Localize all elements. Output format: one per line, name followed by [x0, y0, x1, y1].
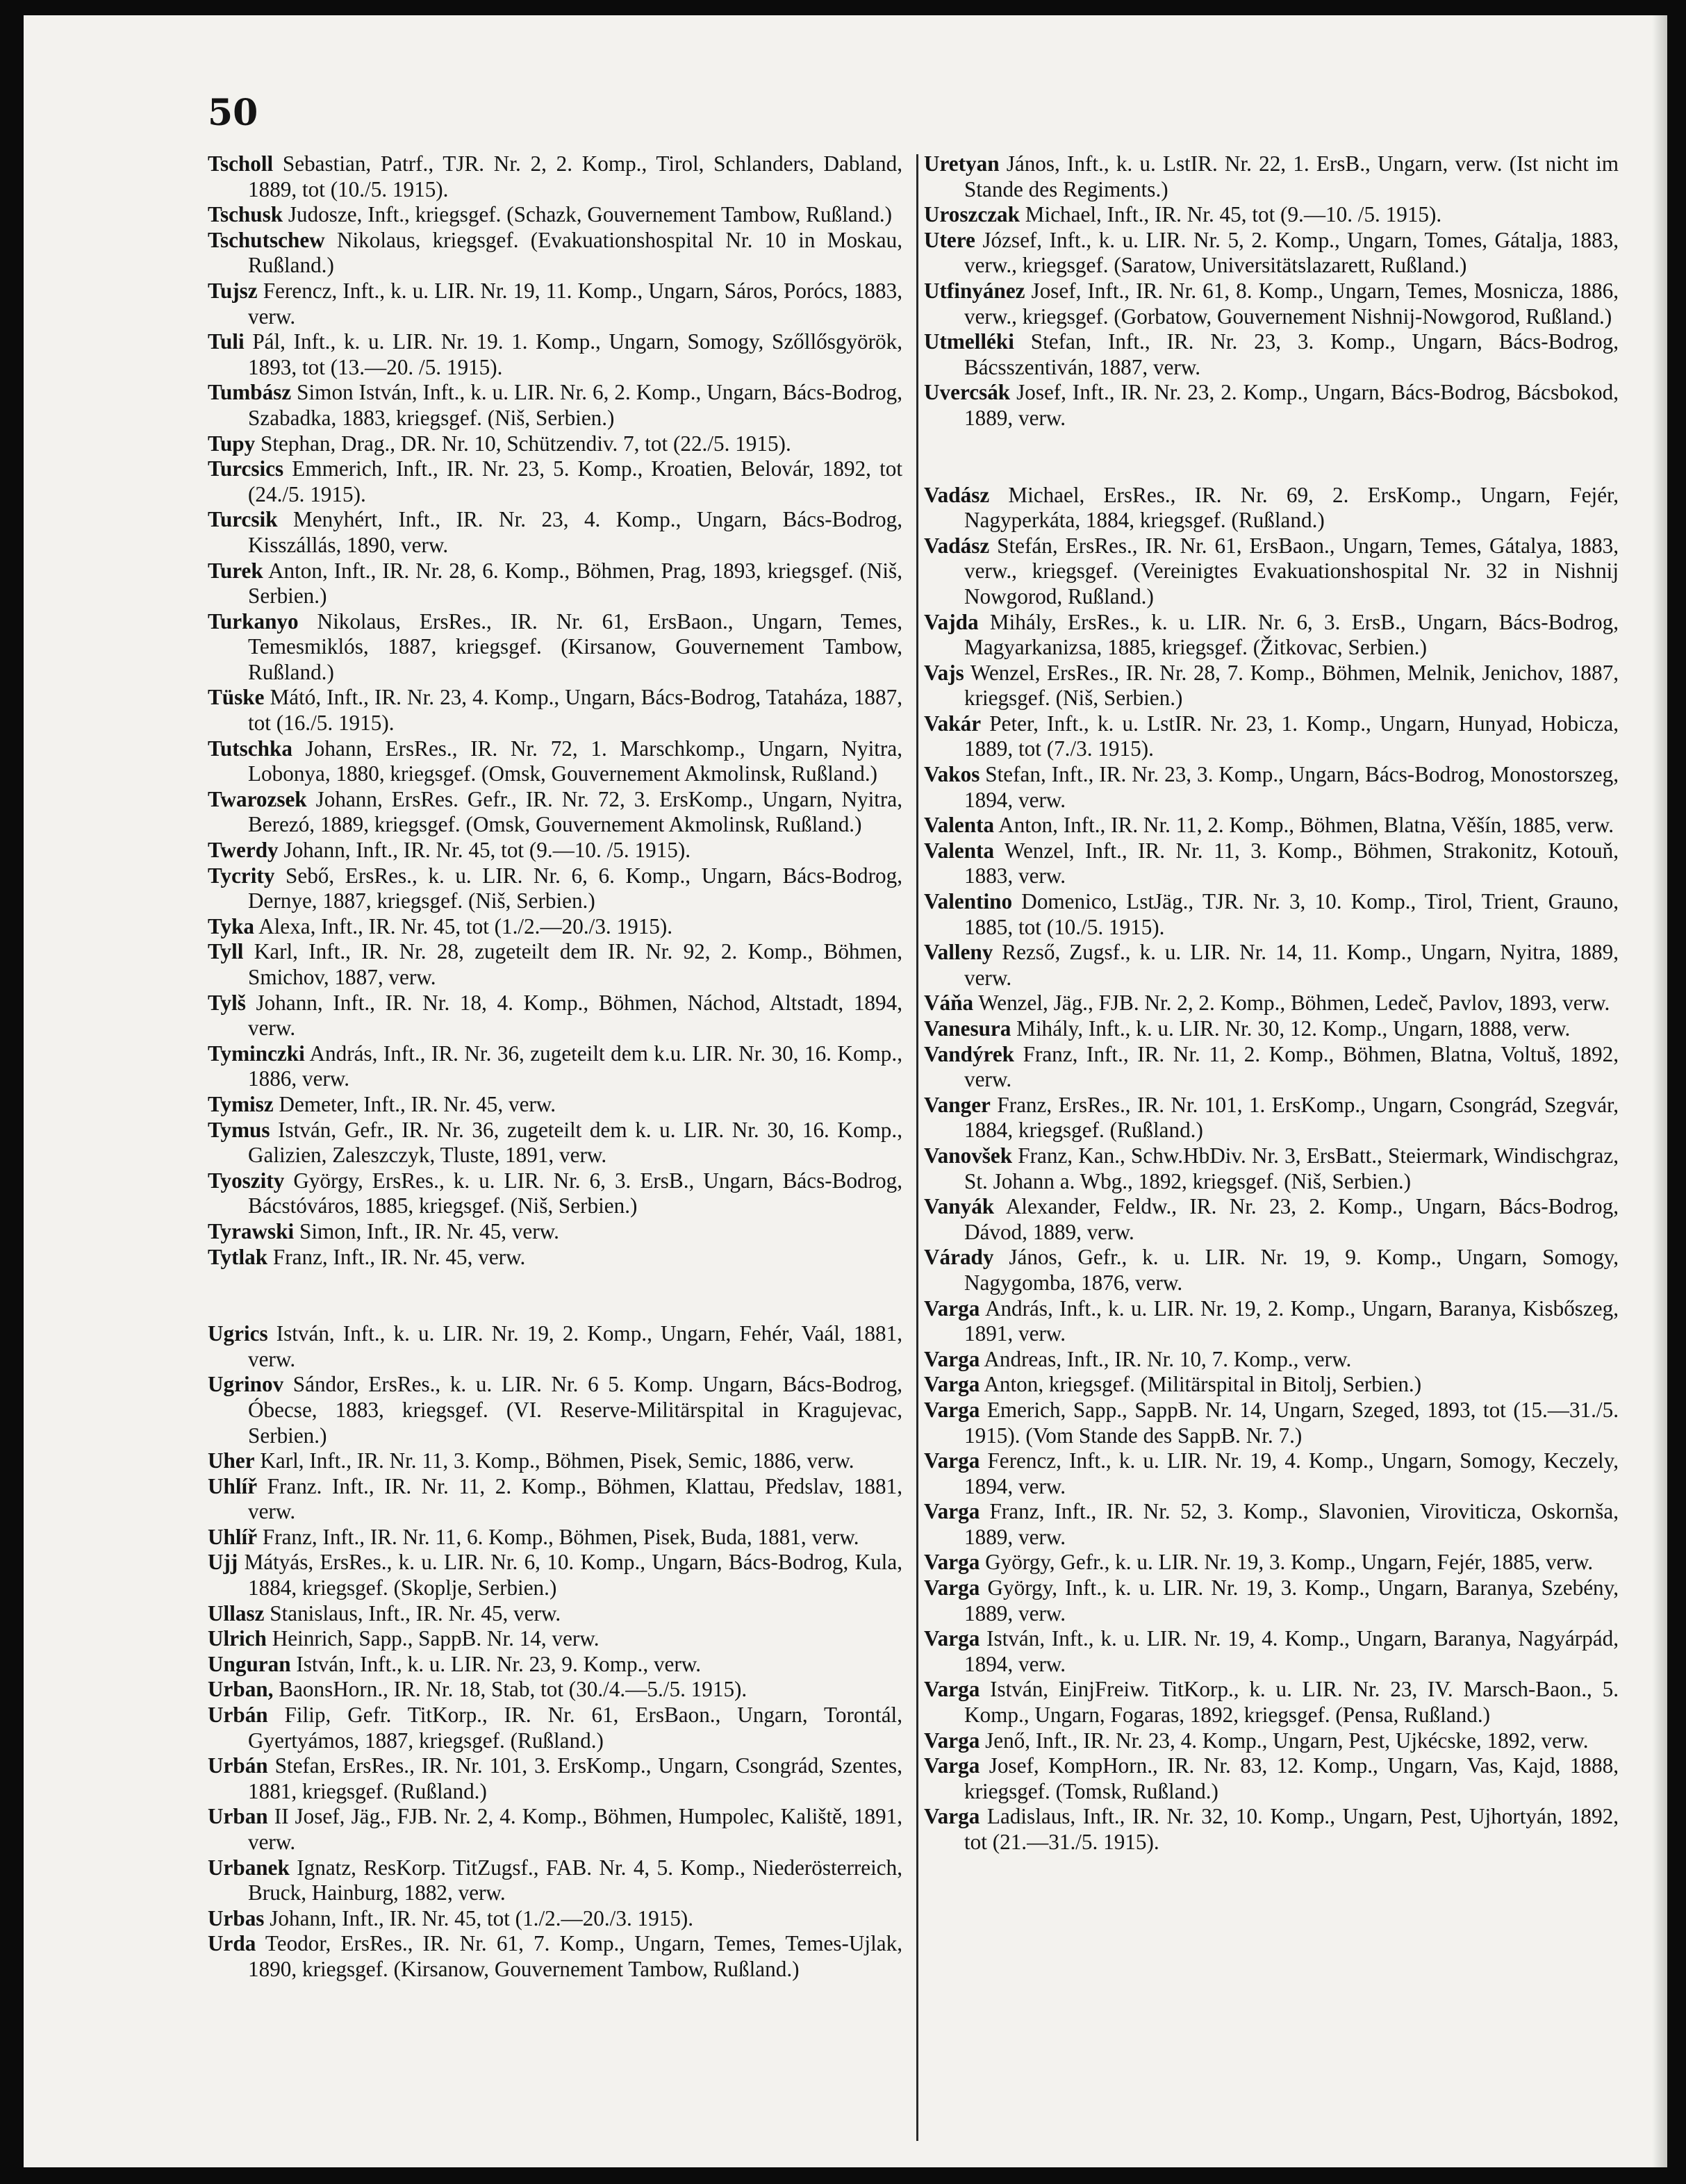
casualty-entry — [924, 1143, 1619, 1194]
entry-details: János, Inft., k. u. LstIR. Nr. 22, 1. ErsB., Ungarn, verw. (Ist nicht im Stande des Regiments.) — [964, 151, 1619, 201]
entry-details: Judosze, Inft., kriegsgef. (Schazk, Gouvernement Tambow, Rußland.) — [283, 202, 892, 227]
casualty-entry — [208, 1652, 902, 1678]
surname: Turek — [208, 558, 263, 583]
surname: Varga — [924, 1550, 980, 1575]
entry-details: BaonsHorn., IR. Nr. 18, Stab, tot (30./4.—5./5. 1915). — [273, 1677, 747, 1702]
casualty-entry — [208, 1245, 902, 1271]
entry-details: Ferencz, Inft., k. u. LIR. Nr. 19, 11. Komp., Ungarn, Sáros, Porócs, 1883, verw. — [248, 278, 902, 329]
entry-details: Johann, ErsRes. Gefr., IR. Nr. 72, 3. ErsKomp., Ungarn, Nyitra, Berezó, 1889, kriegsgef. (Omsk, Gouvernement Akmolinsk, Rußland.) — [248, 786, 902, 837]
surname: Twerdy — [208, 838, 279, 863]
casualty-entry — [208, 559, 902, 609]
surname: Varga — [924, 1296, 980, 1321]
entry-details: György, ErsRes., k. u. LIR. Nr. 6, 3. ErsB., Ungarn, Bács-Bodrog, Bácstóváros, 1885, kriegsgef. (Niš, Serbien.) — [248, 1168, 902, 1218]
casualty-entry — [924, 380, 1619, 431]
entry-details: András, Inft., k. u. LIR. Nr. 19, 2. Komp., Ungarn, Baranya, Kisbőszeg, 1891, verw. — [964, 1296, 1619, 1346]
surname: Varga — [924, 1499, 980, 1524]
casualty-entry — [924, 279, 1619, 329]
surname: Turcsics — [208, 456, 284, 481]
casualty-entry — [924, 1753, 1619, 1804]
surname: Varga — [924, 1397, 980, 1422]
casualty-entry — [208, 914, 902, 940]
casualty-entry — [208, 1703, 902, 1753]
entry-details: Johann, Inft., IR. Nr. 45, tot (1./2.—20./3. 1915). — [264, 1905, 694, 1930]
surname: Urban — [208, 1804, 268, 1829]
page-edge-shadow — [1652, 15, 1667, 2167]
casualty-entry — [208, 1219, 902, 1245]
surname: Valenta — [924, 838, 995, 863]
entry-details: Alexa, Inft., IR. Nr. 45, tot (1./2.—20./3. 1915). — [254, 913, 673, 938]
surname: Uhlíř — [208, 1473, 258, 1498]
entry-details: György, Gefr., k. u. LIR. Nr. 19, 3. Komp., Ungarn, Fejér, 1885, verw. — [980, 1550, 1594, 1575]
casualty-entry — [208, 456, 902, 507]
entry-details: András, Inft., IR. Nr. 36, zugeteilt dem k.u. LIR. Nr. 30, 16. Komp., 1886, verw. — [248, 1041, 902, 1091]
surname: Varga — [924, 1448, 980, 1473]
entry-details: Pál, Inft., k. u. LIR. Nr. 19. 1. Komp., Ungarn, Somogy, Szőllősgyörök, 1893, tot (13.—20. /5. 1915). — [244, 329, 902, 379]
entry-details: Menyhért, Inft., IR. Nr. 23, 4. Komp., Ungarn, Bács-Bodrog, Kisszállás, 1890, verw. — [248, 507, 902, 557]
surname: Tyll — [208, 939, 244, 964]
document-page — [24, 15, 1667, 2167]
entry-details: Franz. Inft., IR. Nr. 11, 2. Komp., Böhmen, Klattau, Předslav, 1881, verw. — [248, 1473, 902, 1524]
surname: Tyka — [208, 913, 255, 938]
surname: Vanesura — [924, 1016, 1011, 1041]
casualty-entry — [208, 1118, 902, 1168]
entry-details: Mátyás, ErsRes., k. u. LIR. Nr. 6, 10. Komp., Ungarn, Bács-Bodrog, Kula, 1884, kriegsgef. (Skoplje, Serbien.) — [238, 1550, 902, 1600]
entry-details: Emmerich, Inft., IR. Nr. 23, 5. Komp., Kroatien, Belovár, 1892, tot (24./5. 1915). — [248, 456, 902, 506]
casualty-entry — [924, 838, 1619, 889]
surname: Tujsz — [208, 278, 258, 303]
casualty-entry — [208, 1931, 902, 1982]
casualty-entry — [208, 228, 902, 279]
entry-details: Andreas, Inft., IR. Nr. 10, 7. Komp., verw. — [980, 1346, 1352, 1371]
casualty-entry — [208, 1550, 902, 1600]
surname: Unguran — [208, 1651, 291, 1676]
section-gap — [924, 431, 1619, 483]
casualty-entry — [924, 1804, 1619, 1855]
casualty-entry — [924, 1372, 1619, 1398]
surname: Twarozsek — [208, 786, 307, 811]
entry-details: Sándor, ErsRes., k. u. LIR. Nr. 6 5. Komp. Ungarn, Bács-Bodrog, Óbecse, 1883, kriegsgef. (VI. Reserve-Militärspital in Kragujevac, Serbien.) — [248, 1372, 902, 1448]
casualty-entry — [208, 1601, 902, 1627]
entry-details: Franz, Inft., IR. Nr. 11, 6. Komp., Böhmen, Pisek, Buda, 1881, verw. — [257, 1524, 859, 1549]
entry-details: Wenzel, ErsRes., IR. Nr. 28, 7. Komp., Böhmen, Melnik, Jenichov, 1887, kriegsgef. (Niš, Serbien.) — [964, 660, 1619, 711]
surname: Tyminczki — [208, 1041, 305, 1066]
column-divider — [916, 154, 918, 2141]
entry-details: Johann, ErsRes., IR. Nr. 72, 1. Marschkomp., Ungarn, Nyitra, Lobonya, 1880, kriegsgef. (Omsk, Gouvernement Akmolinsk, Rußland.) — [248, 736, 902, 786]
surname: Tschutschew — [208, 227, 325, 252]
surname: Tyrawski — [208, 1218, 295, 1243]
surname: Tylš — [208, 990, 246, 1015]
entry-details: Mihály, Inft., k. u. LIR. Nr. 30, 12. Komp., Ungarn, 1888, verw. — [1011, 1016, 1571, 1041]
casualty-entry — [924, 1575, 1619, 1626]
surname: Tycrity — [208, 863, 275, 888]
casualty-entry — [924, 1499, 1619, 1550]
casualty-entry — [924, 1245, 1619, 1296]
casualty-entry — [208, 736, 902, 787]
surname: Varga — [924, 1677, 980, 1702]
surname: Turcsik — [208, 507, 278, 532]
casualty-entry — [208, 202, 902, 228]
casualty-entry — [208, 1041, 902, 1092]
entry-details: Franz, Inft., IR. Nr. 11, 2. Komp., Böhmen, Blatna, Voltuš, 1892, verw. — [964, 1041, 1619, 1092]
entry-details: Jenő, Inft., IR. Nr. 23, 4. Komp., Ungarn, Pest, Ujkécske, 1892, verw. — [980, 1728, 1589, 1753]
surname: Urda — [208, 1931, 256, 1956]
casualty-entry — [924, 1626, 1619, 1677]
casualty-entry — [208, 279, 902, 329]
entry-details: Franz, Kan., Schw.HbDiv. Nr. 3, ErsBatt., Steiermark, Windischgraz, St. Johann a. Wbg., 1892, kriegsgef. (Niš, Serbien.) — [964, 1143, 1619, 1193]
casualty-entry — [924, 202, 1619, 228]
surname: Ujj — [208, 1550, 238, 1575]
entry-details: Franz, ErsRes., IR. Nr. 101, 1. ErsKomp., Ungarn, Csongrád, Szegvár, 1884, kriegsgef. (Rußland.) — [964, 1092, 1619, 1143]
entry-details: II Josef, Jäg., FJB. Nr. 2, 4. Komp., Böhmen, Humpolec, Kaliště, 1891, verw. — [248, 1804, 902, 1854]
entry-details: Stefán, ErsRes., IR. Nr. 61, ErsBaon., Ungarn, Temes, Gátalya, 1883, verw., kriegsgef. (Vereinigtes Evakuationshospital Nr. 32 in Nishnij Nowgorod, Rußland.) — [964, 533, 1619, 609]
casualty-entry — [208, 1092, 902, 1118]
entry-details: Stefan, ErsRes., IR. Nr. 101, 3. ErsKomp., Ungarn, Csongrád, Szentes, 1881, kriegsgef. (Rußland.) — [248, 1753, 902, 1803]
entry-details: József, Inft., k. u. LIR. Nr. 5, 2. Komp., Ungarn, Tomes, Gátalja, 1883, verw., kriegsgef. (Saratow, Universitätslazarett, Rußland.) — [964, 227, 1619, 278]
casualty-entry — [208, 1168, 902, 1219]
surname: Varga — [924, 1728, 980, 1753]
surname: Utmelléki — [924, 329, 1014, 354]
casualty-entry — [924, 1677, 1619, 1728]
entry-details: István, Inft., k. u. LIR. Nr. 23, 9. Komp., verw. — [290, 1651, 702, 1676]
entry-details: Rezső, Zugsf., k. u. LIR. Nr. 14, 11. Komp., Ungarn, Nyitra, 1889, verw. — [964, 940, 1619, 990]
casualty-entry — [208, 991, 902, 1041]
surname: Varga — [924, 1626, 980, 1651]
entry-details: Stefan, Inft., IR. Nr. 23, 3. Komp., Ungarn, Bács-Bodrog, Bácsszentiván, 1887, verw. — [964, 329, 1619, 379]
casualty-entry — [208, 1474, 902, 1525]
entry-details: István, Inft., k. u. LIR. Nr. 19, 2. Komp., Ungarn, Fehér, Vaál, 1881, verw. — [248, 1321, 902, 1371]
casualty-entry — [208, 1626, 902, 1652]
surname: Vakár — [924, 711, 982, 736]
entry-details: Demeter, Inft., IR. Nr. 45, verw. — [273, 1091, 556, 1116]
entry-details: Johann, Inft., IR. Nr. 45, tot (9.—10. /5. 1915). — [278, 838, 691, 863]
surname: Turkanyo — [208, 609, 299, 634]
casualty-entry — [924, 1194, 1619, 1245]
entry-details: Stanislaus, Inft., IR. Nr. 45, verw. — [264, 1600, 561, 1625]
surname: Tuli — [208, 329, 245, 354]
casualty-entry — [208, 685, 902, 736]
casualty-entry — [924, 329, 1619, 380]
entry-details: Anton, Inft., IR. Nr. 11, 2. Komp., Böhmen, Blatna, Věšín, 1885, verw. — [994, 813, 1614, 838]
entry-details: Mihály, ErsRes., k. u. LIR. Nr. 6, 3. ErsB., Ungarn, Bács-Bodrog, Magyarkanizsa, 1885, kriegsgef. (Žitkovac, Serbien.) — [964, 609, 1619, 660]
surname: Vakos — [924, 762, 980, 787]
casualty-entry — [924, 533, 1619, 610]
entry-details: Stefan, Inft., IR. Nr. 23, 3. Komp., Ungarn, Bács-Bodrog, Monostorszeg, 1894, verw. — [964, 762, 1619, 812]
section-gap — [208, 1270, 902, 1321]
surname: Vanyák — [924, 1194, 995, 1219]
surname: Ulrich — [208, 1626, 267, 1651]
casualty-entry — [924, 1296, 1619, 1347]
entry-details: Wenzel, Jäg., FJB. Nr. 2, 2. Komp., Böhmen, Ledeč, Pavlov, 1893, verw. — [973, 991, 1610, 1016]
casualty-entry — [924, 1016, 1619, 1042]
surname: Váňa — [924, 991, 974, 1016]
surname: Tschusk — [208, 202, 283, 227]
entry-details: Franz, Inft., IR. Nr. 45, verw. — [267, 1244, 526, 1269]
entry-details: Franz, Inft., IR. Nr. 52, 3. Komp., Slavonien, Viroviticza, Oskornša, 1889, verw. — [964, 1499, 1619, 1549]
casualty-entry — [208, 1448, 902, 1474]
surname: Tutschka — [208, 736, 292, 761]
entry-details: Mátó, Inft., IR. Nr. 23, 4. Komp., Ungarn, Bács-Bodrog, Tataháza, 1887, tot (16./5. 1915). — [248, 685, 902, 736]
surname: Uvercsák — [924, 380, 1011, 405]
casualty-entry — [208, 380, 902, 431]
entry-details: Teodor, ErsRes., IR. Nr. 61, 7. Komp., Ungarn, Temes, Temes-Ujlak, 1890, kriegsgef. (Kirsanow, Gouvernement Tambow, Rußland.) — [248, 1931, 902, 1981]
casualty-entry — [208, 1906, 902, 1932]
left-column — [208, 151, 902, 1983]
surname: Tyoszity — [208, 1168, 285, 1193]
surname: Uher — [208, 1448, 255, 1473]
casualty-entry — [924, 813, 1619, 838]
casualty-entry — [208, 863, 902, 914]
surname: Tytlak — [208, 1244, 268, 1269]
casualty-entry — [208, 1677, 902, 1703]
surname: Vanger — [924, 1092, 991, 1117]
surname: Vajda — [924, 609, 979, 634]
surname: Vadász — [924, 533, 990, 558]
casualty-entry — [208, 1372, 902, 1448]
entry-details: György, Inft., k. u. LIR. Nr. 19, 3. Komp., Ungarn, Baranya, Szebény, 1889, verw. — [964, 1575, 1619, 1625]
entry-details: Karl, Inft., IR. Nr. 28, zugeteilt dem IR. Nr. 92, 2. Komp., Böhmen, Smichov, 1887, verw. — [243, 939, 902, 989]
entry-details: István, Gefr., IR. Nr. 36, zugeteilt dem k. u. LIR. Nr. 30, 16. Komp., Galizien, Zaleszczyk, Tluste, 1891, verw. — [248, 1117, 902, 1168]
entry-details: Anton, kriegsgef. (Militärspital in Bitolj, Serbien.) — [980, 1372, 1422, 1397]
entry-details: Sebastian, Patrf., TJR. Nr. 2, 2. Komp., Tirol, Schlanders, Dabland, 1889, tot (10./5. 1915). — [248, 151, 902, 201]
entry-details: Simon, Inft., IR. Nr. 45, verw. — [294, 1218, 559, 1243]
casualty-entry — [924, 483, 1619, 533]
casualty-entry — [208, 1855, 902, 1906]
surname: Vanovšek — [924, 1143, 1013, 1168]
casualty-entry — [208, 1804, 902, 1855]
entry-details: Sebő, ErsRes., k. u. LIR. Nr. 6, 6. Komp., Ungarn, Bács-Bodrog, Dernye, 1887, kriegsgef. (Niš, Serbien.) — [248, 863, 902, 913]
casualty-entry — [208, 507, 902, 558]
casualty-entry — [208, 1753, 902, 1804]
casualty-entry — [924, 940, 1619, 991]
surname: Ullasz — [208, 1600, 265, 1625]
casualty-entry — [924, 1448, 1619, 1499]
casualty-entry — [208, 329, 902, 380]
entry-details: Nikolaus, ErsRes., IR. Nr. 61, ErsBaon., Ungarn, Temes, Temesmiklós, 1887, kriegsgef. (Kirsanow, Gouvernement Tambow, Rußland.) — [248, 609, 902, 684]
entry-details: Filip, Gefr. TitKorp., IR. Nr. 61, ErsBaon., Ungarn, Torontál, Gyertyámos, 1887, kriegsgef. (Rußland.) — [248, 1703, 902, 1753]
entry-details: Ignatz, ResKorp. TitZugsf., FAB. Nr. 4, 5. Komp., Niederösterreich, Bruck, Hainburg, 1882, verw. — [248, 1855, 902, 1905]
entry-details: Wenzel, Inft., IR. Nr. 11, 3. Komp., Böhmen, Strakonitz, Kotouň, 1883, verw. — [964, 838, 1619, 888]
casualty-entry — [924, 1093, 1619, 1143]
surname: Vandýrek — [924, 1041, 1015, 1066]
casualty-entry — [924, 151, 1619, 202]
entry-details: Josef, KompHorn., IR. Nr. 83, 12. Komp., Ungarn, Vas, Kajd, 1888, kriegsgef. (Tomsk, Rußland.) — [964, 1753, 1619, 1803]
casualty-entry — [924, 889, 1619, 940]
surname: Tscholl — [208, 151, 274, 176]
surname: Tupy — [208, 431, 256, 456]
entry-details: Simon István, Inft., k. u. LIR. Nr. 6, 2. Komp., Ungarn, Bács-Bodrog, Szabadka, 1883, kriegsgef. (Niš, Serbien.) — [248, 380, 902, 430]
surname: Urbas — [208, 1905, 265, 1930]
entry-details: Emerich, Sapp., SappB. Nr. 14, Ungarn, Szeged, 1893, tot (15.—31./5. 1915). (Vom Stande des SappB. Nr. 7.) — [964, 1397, 1619, 1448]
surname: Varga — [924, 1575, 980, 1600]
surname: Valenta — [924, 813, 995, 838]
casualty-entry — [924, 1398, 1619, 1448]
entry-details: Michael, Inft., IR. Nr. 45, tot (9.—10. /5. 1915). — [1020, 202, 1442, 227]
entry-details: Heinrich, Sapp., SappB. Nr. 14, verw. — [266, 1626, 600, 1651]
surname: Vajs — [924, 660, 964, 685]
casualty-entry — [924, 1042, 1619, 1093]
page-number: 50 — [208, 92, 258, 134]
surname: Ugrinov — [208, 1372, 284, 1397]
surname: Tumbász — [208, 380, 292, 405]
casualty-entry — [924, 1728, 1619, 1754]
casualty-entry — [208, 151, 902, 202]
entry-details: Karl, Inft., IR. Nr. 11, 3. Komp., Böhmen, Pisek, Semic, 1886, verw. — [254, 1448, 854, 1473]
casualty-entry — [208, 1525, 902, 1550]
surname: Varga — [924, 1372, 980, 1397]
casualty-entry — [924, 991, 1619, 1016]
surname: Uhlíř — [208, 1524, 258, 1549]
surname: Urbán — [208, 1703, 268, 1728]
surname: Utfinyánez — [924, 278, 1025, 303]
casualty-entry — [924, 228, 1619, 279]
casualty-entry — [924, 661, 1619, 711]
entry-details: Josef, Inft., IR. Nr. 61, 8. Komp., Ungarn, Temes, Mosnicza, 1886, verw., kriegsgef. (Gorbatow, Gouvernement Nishnij-Nowgorod, Rußland.) — [964, 278, 1619, 329]
entry-details: Johann, Inft., IR. Nr. 18, 4. Komp., Böhmen, Náchod, Altstadt, 1894, verw. — [245, 990, 902, 1041]
surname: Tymus — [208, 1117, 270, 1142]
entry-details: Michael, ErsRes., IR. Nr. 69, 2. ErsKomp., Ungarn, Fejér, Nagyperkáta, 1884, kriegsgef. (Rußland.) — [964, 482, 1619, 533]
entry-details: Stephan, Drag., DR. Nr. 10, Schützendiv. 7, tot (22./5. 1915). — [255, 431, 791, 456]
surname: Ugrics — [208, 1321, 268, 1346]
entry-details: István, Inft., k. u. LIR. Nr. 19, 4. Komp., Ungarn, Baranya, Nagyárpád, 1894, verw. — [964, 1626, 1619, 1676]
surname: Varga — [924, 1346, 980, 1371]
casualty-entry — [208, 838, 902, 863]
entry-details: Domenico, LstJäg., TJR. Nr. 3, 10. Komp., Tirol, Trient, Grauno, 1885, tot (10./5. 1915). — [964, 889, 1619, 939]
surname: Varga — [924, 1804, 980, 1829]
entry-details: Ferencz, Inft., k. u. LIR. Nr. 19, 4. Komp., Ungarn, Somogy, Keczely, 1894, verw. — [964, 1448, 1619, 1498]
surname: Valentino — [924, 889, 1013, 914]
entry-details: Nikolaus, kriegsgef. (Evakuationshospital Nr. 10 in Moskau, Rußland.) — [248, 227, 902, 278]
surname: Varga — [924, 1753, 980, 1778]
entry-details: Alexander, Feldw., IR. Nr. 23, 2. Komp., Ungarn, Bács-Bodrog, Dávod, 1889, verw. — [964, 1194, 1619, 1244]
casualty-entry — [208, 1321, 902, 1372]
casualty-entry — [208, 787, 902, 838]
casualty-entry — [208, 431, 902, 457]
surname: Tüske — [208, 685, 265, 710]
entry-details: Josef, Inft., IR. Nr. 23, 2. Komp., Ungarn, Bács-Bodrog, Bácsbokod, 1889, verw. — [964, 380, 1619, 430]
casualty-entry — [924, 762, 1619, 813]
surname: Uroszczak — [924, 202, 1020, 227]
surname: Urbán — [208, 1753, 268, 1778]
entry-details: István, EinjFreiw. TitKorp., k. u. LIR. Nr. 23, IV. Marsch-Baon., 5. Komp., Ungarn, Fogaras, 1892, kriegsgef. (Pensa, Rußland.) — [964, 1677, 1619, 1728]
casualty-entry — [208, 609, 902, 686]
surname: Tymisz — [208, 1091, 274, 1116]
surname: Utere — [924, 227, 975, 252]
entry-details: János, Gefr., k. u. LIR. Nr. 19, 9. Komp., Ungarn, Somogy, Nagygomba, 1876, verw. — [964, 1245, 1619, 1295]
surname: Urbanek — [208, 1855, 290, 1880]
surname: Valleny — [924, 940, 993, 965]
entry-details: Peter, Inft., k. u. LstIR. Nr. 23, 1. Komp., Ungarn, Hunyad, Hobicza, 1889, tot (7./3. 1915). — [964, 711, 1619, 761]
casualty-entry — [208, 939, 902, 990]
casualty-entry — [924, 1550, 1619, 1575]
surname: Várady — [924, 1245, 994, 1270]
surname: Uretyan — [924, 151, 1000, 176]
right-column — [924, 151, 1619, 1855]
surname: Urban, — [208, 1677, 274, 1702]
surname: Vadász — [924, 482, 990, 507]
entry-details: Ladislaus, Inft., IR. Nr. 32, 10. Komp., Ungarn, Pest, Ujhortyán, 1892, tot (21.—31./5. 1915). — [964, 1804, 1619, 1854]
casualty-entry — [924, 711, 1619, 762]
casualty-entry — [924, 610, 1619, 661]
casualty-entry — [924, 1347, 1619, 1373]
entry-details: Anton, Inft., IR. Nr. 28, 6. Komp., Böhmen, Prag, 1893, kriegsgef. (Niš, Serbien.) — [248, 558, 902, 609]
